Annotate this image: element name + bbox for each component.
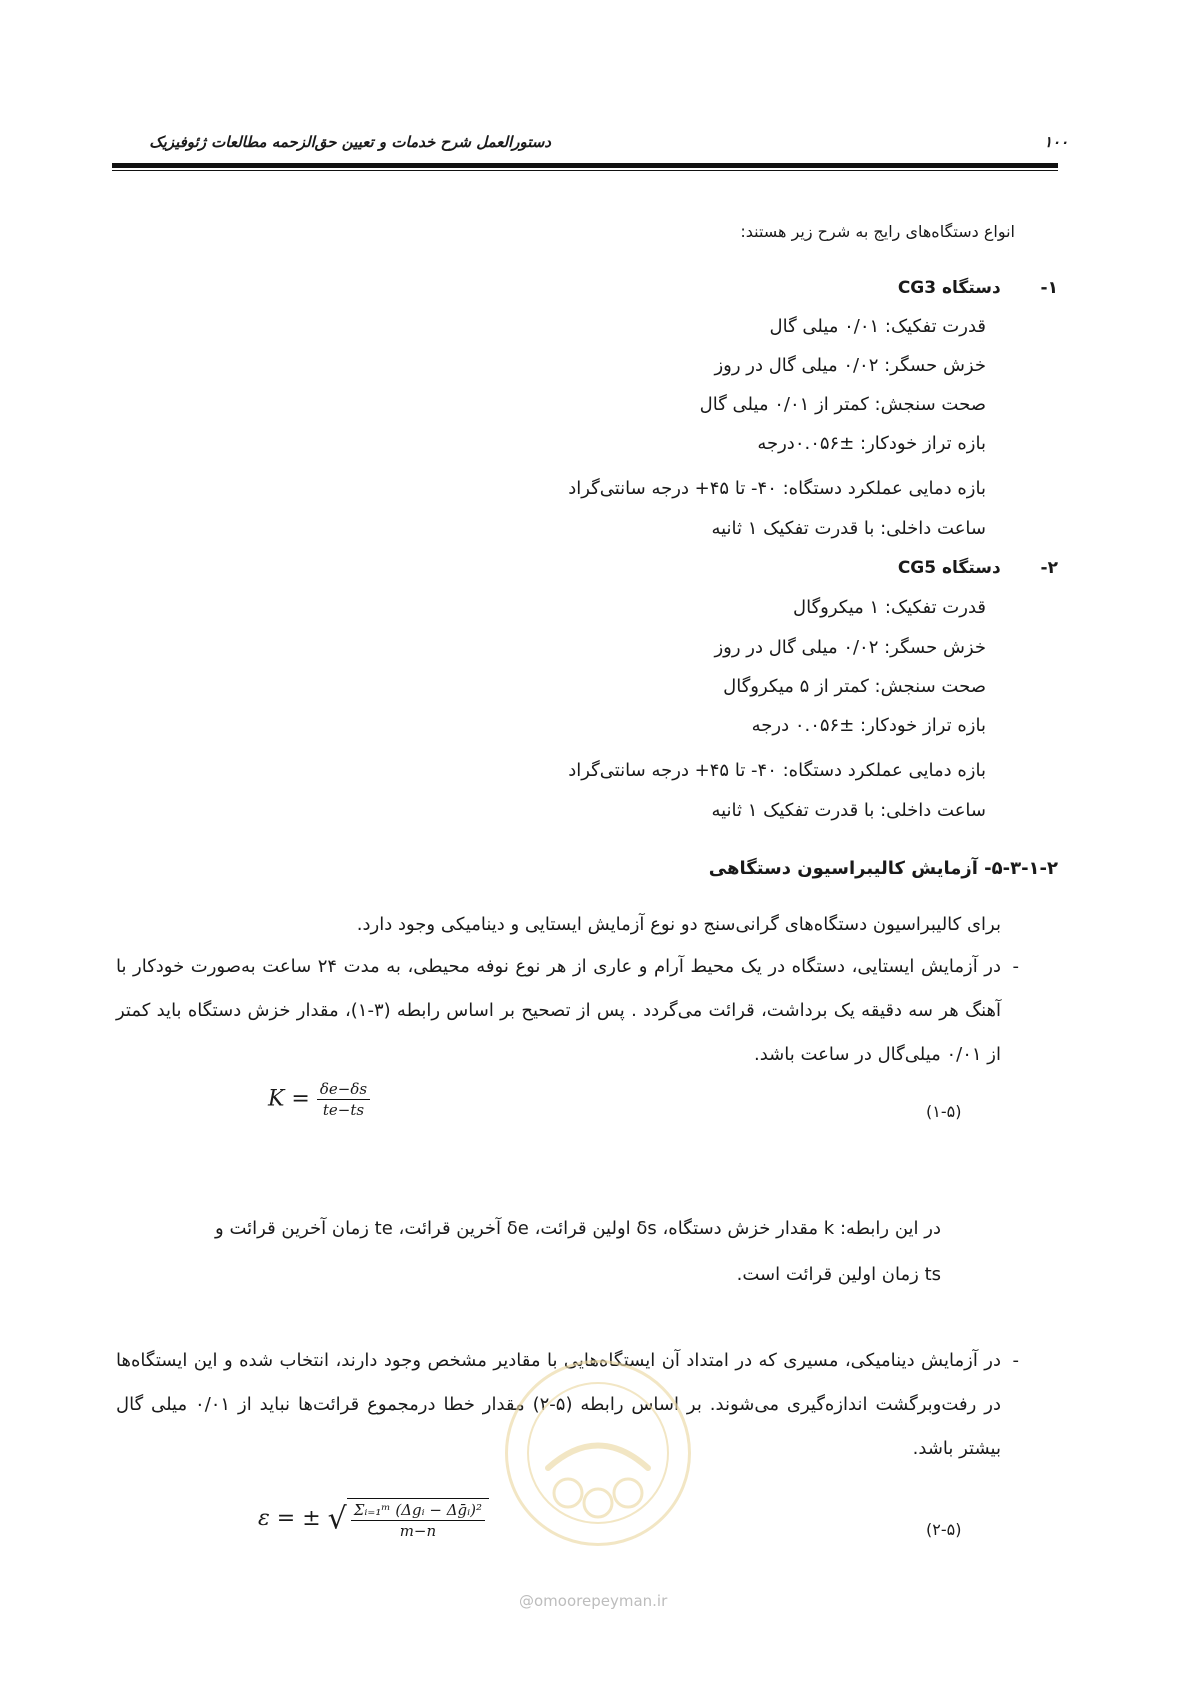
equation-2-number: (۲-۵) (926, 1520, 962, 1539)
dynamic-test-paragraph: در آزمایش دینامیکی، مسیری که در امتداد آن ایستگاه‌هایی با مقادیر مشخص وجود دارند، انتخاب شده و این ایستگاه‌ها در رفت‌وبرگشت اندازه‌گیری می‌شوند. بر اساس رابطه (۵-۲) مقدار خطا درمجموع قرائت‌ها نباید از ۰/۰۱ میلی گال بیشتر باشد. (116, 1350, 1001, 1459)
intro-text: انواع دستگاه‌های رایج به شرح زیر هستند: (740, 222, 1015, 241)
equation-1-numerator: δe−δs (317, 1080, 370, 1100)
device-1-spec-2: خزش حسگر: ۰/۰۲ میلی گال در روز (714, 355, 986, 376)
device-2-number: ۲- (1040, 558, 1058, 578)
equation-2-numerator: Σᵢ₌₁ᵐ (Δgᵢ − Δḡᵢ)² (351, 1501, 485, 1521)
device-2-spec-5: بازه دمایی عملکرد دستگاه: ۴۰- تا ۴۵+ درجه سانتی‌گراد (568, 760, 986, 781)
section-heading: ۵-۳-۱-۲- آزمایش کالیبراسیون دستگاهی (708, 858, 1058, 879)
calibration-intro: برای کالیبراسیون دستگاه‌های گرانی‌سنج دو نوع آزمایش ایستایی و دینامیکی وجود دارد. (356, 914, 1001, 935)
equation-2 (258, 1498, 489, 1540)
header-rule-thin (112, 170, 1058, 171)
equation-1 (268, 1080, 370, 1119)
dynamic-test-bullet: - (1012, 1350, 1019, 1371)
static-test-bullet: - (1012, 956, 1019, 977)
header-rule-thick (112, 163, 1058, 168)
equation-2-radicand (347, 1498, 489, 1540)
device-2-spec-6: ساعت داخلی: با قدرت تفکیک ۱ ثانیه (711, 800, 986, 821)
header-title: دستورالعمل شرح خدمات و تعیین حق‌الزحمه مطالعات ژئوفیزیک (149, 133, 551, 151)
equation-2-denominator: m−n (399, 1522, 437, 1540)
device-2-spec-1: قدرت تفکیک: ۱ میکروگال (793, 597, 986, 618)
equation-1-explanation-line-1: در این رابطه: k مقدار خزش دستگاه، δs اولین قرائت، δe آخرین قرائت، te زمان آخرین قرائت و (215, 1218, 941, 1239)
device-2-spec-4: بازه تراز خودکار: ±۰.۰۵۶ درجه (751, 715, 986, 736)
equation-2-lhs: ε = ± (258, 1506, 321, 1531)
seal-logo-graphic (508, 1363, 688, 1543)
sqrt-symbol-icon: √ (327, 1501, 347, 1537)
device-2-spec-3: صحت سنجش: کمتر از ۵ میکروگال (723, 676, 986, 697)
device-2-title: دستگاه CG5 (897, 558, 1001, 578)
equation-1-number: (۱-۵) (926, 1102, 962, 1121)
page-number: ۱۰۰ (1044, 133, 1069, 151)
equation-1-lhs: K = (268, 1086, 310, 1112)
static-test-paragraph: در آزمایش ایستایی، دستگاه در یک محیط آرام و عاری از هر نوع نوفه محیطی، به مدت ۲۴ ساعت به‌صورت خودکار با آهنگ هر سه دقیقه یک برداشت، قرائت می‌گردد . پس از تصحیح بر اساس رابطه (۳-۱)، مقدار خزش دستگاه باید کمتر از ۰/۰۱ میلی‌گال در ساعت باشد. (116, 956, 1001, 1065)
device-1-title: دستگاه CG3 (897, 278, 1001, 298)
device-2-spec-2: خزش حسگر: ۰/۰۲ میلی گال در روز (714, 637, 986, 658)
device-1-spec-1: قدرت تفکیک: ۰/۰۱ میلی گال (769, 316, 986, 337)
equation-1-denominator: te−ts (322, 1101, 365, 1119)
equation-2-fraction (351, 1501, 485, 1540)
device-1-spec-6: ساعت داخلی: با قدرت تفکیک ۱ ثانیه (711, 518, 986, 539)
device-1-heading (898, 278, 1058, 298)
equation-1-fraction (317, 1080, 370, 1119)
device-1-number: ۱- (1040, 278, 1058, 298)
seal-logo-icon (505, 1360, 691, 1546)
watermark-text: @omoorepeyman.ir (519, 1592, 668, 1610)
device-1-spec-3: صحت سنجش: کمتر از ۰/۰۱ میلی گال (699, 394, 986, 415)
device-2-heading (898, 558, 1058, 578)
device-1-spec-4: بازه تراز خودکار: ±۰.۰۵۶درجه (757, 433, 986, 454)
equation-1-explanation-line-2: ts زمان اولین قرائت است. (736, 1264, 941, 1285)
device-1-spec-5: بازه دمایی عملکرد دستگاه: ۴۰- تا ۴۵+ درجه سانتی‌گراد (568, 478, 986, 499)
